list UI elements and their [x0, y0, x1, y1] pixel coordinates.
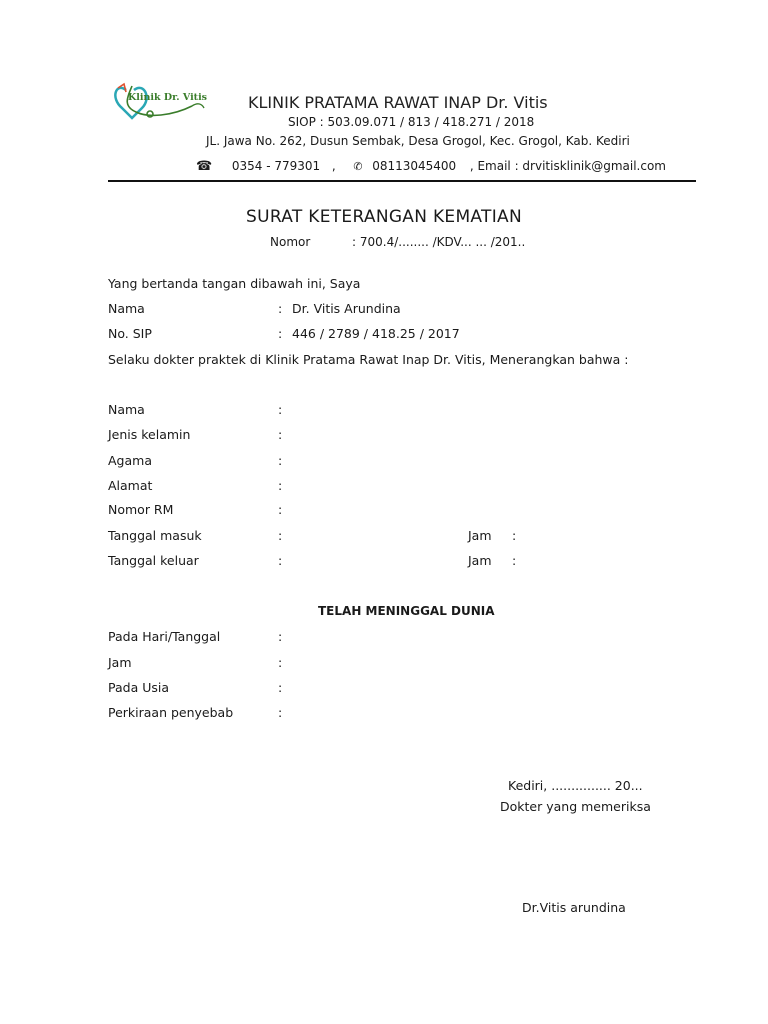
doctor-sip-colon: :: [278, 326, 283, 341]
address-colon: :: [278, 478, 283, 493]
medical-record-colon: :: [278, 502, 283, 517]
nomor-value: : 700.4/........ /KDV... ... /201..: [352, 235, 526, 249]
cause-colon: :: [278, 705, 283, 720]
admission-date-colon: :: [278, 528, 283, 543]
mobile-number: 08113045400: [372, 159, 457, 173]
address-label: Alamat: [108, 478, 153, 493]
doctor-name-value: Dr. Vitis Arundina: [292, 301, 401, 316]
document-title: SURAT KETERANGAN KEMATIAN: [246, 207, 522, 227]
siop-number: SIOP : 503.09.071 / 813 / 418.271 / 2018: [288, 115, 535, 129]
discharge-date-colon: :: [278, 553, 283, 568]
admission-time-label: Jam: [468, 528, 492, 543]
death-heading: TELAH MENINGGAL DUNIA: [318, 604, 495, 618]
age-colon: :: [278, 680, 283, 695]
admission-date-label: Tanggal masuk: [108, 528, 202, 543]
admission-time-colon: :: [512, 528, 517, 543]
age-label: Pada Usia: [108, 680, 169, 695]
mobile-phone-icon: ✆: [353, 160, 363, 173]
nomor-label: Nomor: [270, 235, 311, 249]
signer-name: Dr.Vitis arundina: [522, 900, 626, 915]
clinic-logo: [112, 80, 208, 128]
medical-record-label: Nomor RM: [108, 502, 174, 517]
phone-number: 0354 - 779301: [231, 159, 321, 173]
contact-row: [196, 159, 666, 174]
intro-text: Yang bertanda tangan dibawah ini, Saya: [108, 276, 361, 291]
doctor-name-label: Nama: [108, 301, 145, 316]
statement-text: Selaku dokter praktek di Klinik Pratama Rawat Inap Dr. Vitis, Menerangkan bahwa :: [108, 352, 629, 367]
clinic-name: KLINIK PRATAMA RAWAT INAP Dr. Vitis: [248, 93, 548, 112]
header-divider: [108, 180, 696, 182]
heart-stethoscope-icon: [112, 80, 208, 128]
gender-colon: :: [278, 427, 283, 442]
gender-label: Jenis kelamin: [108, 427, 191, 442]
death-date-label: Pada Hari/Tanggal: [108, 629, 221, 644]
logo-wordmark: Klinik Dr. Vitis: [128, 92, 208, 103]
death-time-colon: :: [278, 655, 283, 670]
telephone-icon: ☎: [196, 159, 213, 174]
doctor-name-colon: :: [278, 301, 283, 316]
clinic-address: JL. Jawa No. 262, Dusun Sembak, Desa Grogol, Kec. Grogol, Kab. Kediri: [206, 134, 630, 148]
email: , Email : drvitisklinik@gmail.com: [469, 159, 666, 173]
signer-role: Dokter yang memeriksa: [500, 799, 651, 814]
discharge-time-colon: :: [512, 553, 517, 568]
religion-label: Agama: [108, 453, 152, 468]
religion-colon: :: [278, 453, 283, 468]
discharge-time-label: Jam: [468, 553, 492, 568]
discharge-date-label: Tanggal keluar: [108, 553, 199, 568]
phone-separator: ,: [331, 159, 336, 173]
place-date: Kediri, ............... 20...: [508, 778, 643, 793]
death-time-label: Jam: [108, 655, 132, 670]
doctor-sip-label: No. SIP: [108, 326, 152, 341]
cause-label: Perkiraan penyebab: [108, 705, 234, 720]
patient-name-colon: :: [278, 402, 283, 417]
patient-name-label: Nama: [108, 402, 145, 417]
death-date-colon: :: [278, 629, 283, 644]
doctor-sip-value: 446 / 2789 / 418.25 / 2017: [292, 326, 460, 341]
